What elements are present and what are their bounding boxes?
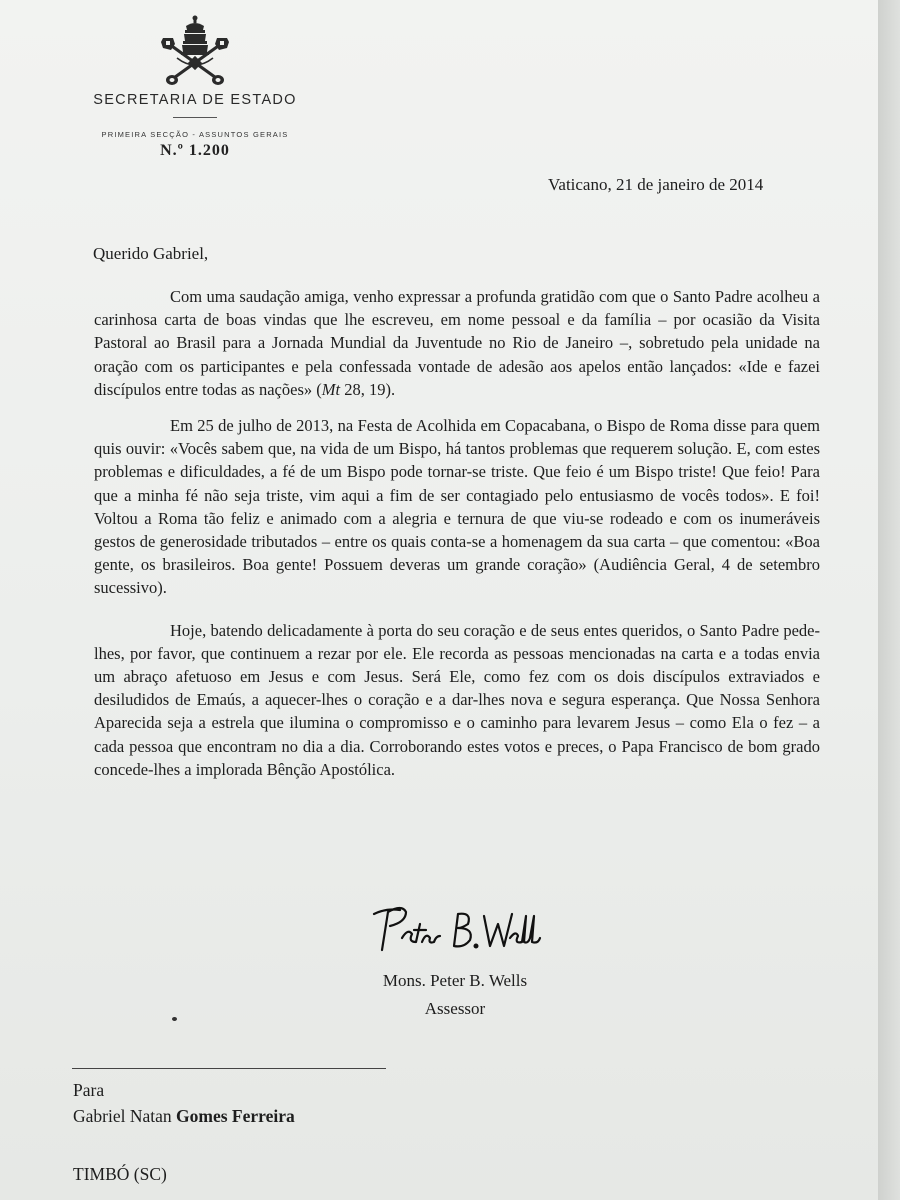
paragraph-1: [94, 285, 820, 401]
addressee-surnames: Gomes Ferreira: [176, 1106, 295, 1126]
scripture-reference: Mt: [321, 379, 341, 399]
signer-block: [360, 967, 550, 1023]
handwritten-signature: [372, 898, 542, 960]
signer-name: Mons. Peter B. Wells: [382, 971, 528, 990]
letter-date: Vaticano, 21 de janeiro de 2014: [548, 175, 764, 194]
page-edge: [878, 0, 900, 1200]
signer-title: Assessor: [424, 999, 486, 1018]
addressee-city: TIMBÓ (SC): [73, 1164, 167, 1184]
letterhead: [70, 14, 320, 160]
ink-dot: [172, 1017, 177, 1021]
address-divider: [72, 1068, 386, 1069]
addressee-name: [73, 1106, 295, 1127]
paragraph-3: Hoje, batendo delicadamente à porta do seu coração e de seus entes queridos, o Santo Padre pede-lhes, por favor, que continuem a rezar por ele. Ele recorda as pessoas mencionadas na carta e a todas envia um abraço afetuoso em Jesus e com Jesus. Será Ele, como fez com os dois discípulos extraviados e desiludidos de Emaús, a aquecer-lhes o coração e a dar-lhes nova e segura esperança. Que Nossa Senhora Aparecida seja a estrela que ilumina o compromisso e o caminho para levarem Jesus – como Ela o fez – a cada pessoa que encontram no dia a dia. Corroborando estes votos e preces, o Papa Francisco de bom grado concede-lhes a implorada Bênção Apostólica.: [94, 620, 820, 779]
addressee-given-names: Gabriel Natan: [73, 1106, 172, 1126]
papal-keys-tiara-emblem-icon: [157, 14, 233, 88]
office-name: SECRETARIA DE ESTADO: [93, 92, 297, 108]
letterhead-divider: [173, 117, 217, 118]
addressee-label: Para: [73, 1080, 105, 1100]
salutation: Querido Gabriel,: [93, 244, 209, 263]
paragraph-2: Em 25 de julho de 2013, na Festa de Acolhida em Copacabana, o Bispo de Roma disse para quem quis ouvir: «Vocês sabem que, na vida de um Bispo, há tantos problemas que requerem solução. E, com estes problemas e dificuldades, a fé de um Bispo pode tornar-se triste. Que feio é um Bispo triste! Que feio! Para que a minha fé não seja triste, vim aqui a fim de ser contagiado pelo entusiasmo de vocês todos». E foi! Voltou a Roma tão feliz e animado com a alegria e ternura de que viu-se rodeado e com os inumeráveis gestos de generosidade tributados – entre os quais conta-se a homenagem da sua carta – que comentou: «Boa gente, os brasileiros. Boa gente! Possuem deveras um grande coração» (Audiência Geral, 4 de setembro sucessivo).: [94, 416, 820, 598]
protocol-number: N.º 1.200: [160, 142, 230, 159]
paragraph-1-text: Com uma saudação amiga, venho expressar a profunda gratidão com que o Santo Padre acolheu a carinhosa carta de boas vindas que lhe escreveu, em nome pessoal e da família – por ocasião da Visita Pastoral ao Brasil para a Jornada Mundial da Juventude no Rio de Janeiro –, sobretudo pela unidade na oração com os participantes e pela confessada vontade de adesão aos apelos então lançados: «Ide e fazei discípulos entre todas as nações» (: [94, 287, 820, 399]
letter-body: [94, 285, 820, 794]
paragraph-1-text-end: 28, 19).: [340, 379, 396, 399]
section-name: PRIMEIRA SECÇÃO - ASSUNTOS GERAIS: [101, 130, 289, 139]
